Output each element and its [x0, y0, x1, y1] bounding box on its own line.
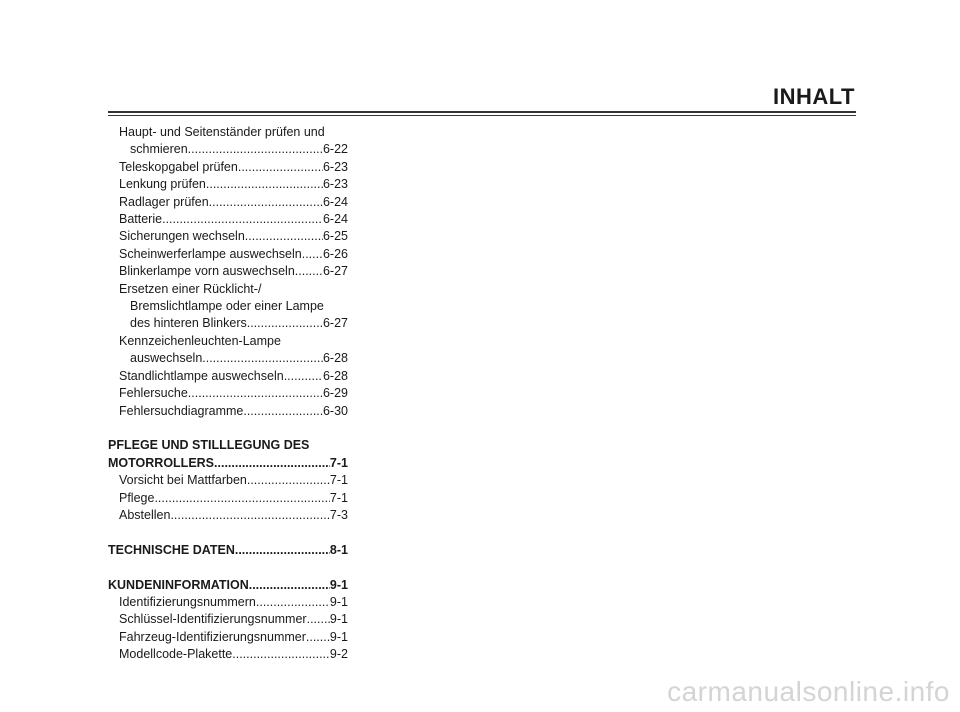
- toc-entry: [108, 281, 348, 298]
- dot-leader: [247, 315, 323, 332]
- toc-entry[interactable]: [108, 141, 348, 158]
- toc-page-number: 9-1: [329, 612, 348, 627]
- toc-section[interactable]: [108, 542, 348, 559]
- toc-entry-text: Modellcode-Plakette: [119, 647, 233, 662]
- toc-page-number: 6-27: [322, 264, 348, 279]
- toc-page-number: 7-1: [329, 455, 348, 470]
- toc-page-number: 7-1: [329, 473, 348, 488]
- toc-entry-text: des hinteren Blinkers: [130, 316, 247, 331]
- dot-leader: [202, 350, 323, 367]
- toc-entry[interactable]: [108, 403, 348, 420]
- toc-entry: [108, 333, 348, 350]
- toc-page-number: 6-27: [322, 316, 348, 331]
- toc-entry-text: Sicherungen wechseln: [119, 229, 245, 244]
- toc-entry[interactable]: [108, 159, 348, 176]
- toc-page-number: 6-23: [322, 177, 348, 192]
- toc-entry[interactable]: [108, 315, 348, 332]
- dot-leader: [170, 507, 329, 524]
- toc-entry: [108, 124, 348, 141]
- spacer: [108, 559, 348, 576]
- dot-leader: [302, 246, 323, 263]
- toc-entry-text: Teleskopgabel prüfen: [119, 159, 238, 174]
- toc-page-number: 6-28: [322, 368, 348, 383]
- toc-entry-text: Standlichtlampe auswechseln: [119, 368, 284, 383]
- spacer: [108, 420, 348, 437]
- toc-entry[interactable]: [108, 629, 348, 646]
- dot-leader: [245, 228, 323, 245]
- dot-leader: [295, 263, 323, 280]
- toc-page-number: 6-25: [322, 229, 348, 244]
- dot-leader: [256, 594, 330, 611]
- dot-leader: [249, 577, 330, 594]
- toc-entry[interactable]: [108, 194, 348, 211]
- header-divider: [108, 111, 856, 116]
- toc-section: [108, 437, 348, 454]
- toc-section[interactable]: [108, 455, 348, 472]
- toc-page-number: 6-29: [322, 386, 348, 401]
- toc-entry-text: Identifizierungsnummern: [119, 594, 256, 609]
- toc-entry[interactable]: [108, 646, 348, 663]
- dot-leader: [243, 403, 323, 420]
- toc-page-number: 6-23: [322, 159, 348, 174]
- toc-entry-text: Schlüssel-Identifizierungsnummer: [119, 612, 307, 627]
- toc-entry[interactable]: [108, 350, 348, 367]
- dot-leader: [247, 472, 330, 489]
- toc-page-number: 7-3: [329, 507, 348, 522]
- toc-entry[interactable]: [108, 263, 348, 280]
- dot-leader: [238, 159, 323, 176]
- toc-page-number: 8-1: [329, 542, 348, 557]
- toc-entry-text: Abstellen: [119, 507, 171, 522]
- toc-entry[interactable]: [108, 211, 348, 228]
- toc-entry-text: Scheinwerferlampe auswechseln: [119, 246, 302, 261]
- dot-leader: [188, 141, 323, 158]
- toc-entry[interactable]: [108, 176, 348, 193]
- toc-page-number: 6-28: [322, 351, 348, 366]
- toc-entry-text: Fehlersuche: [119, 386, 188, 401]
- watermark: carmanualsonline.info: [667, 676, 950, 707]
- toc-entry[interactable]: [108, 228, 348, 245]
- toc-entry-text: Ersetzen einer Rücklicht-/: [119, 281, 262, 296]
- toc-entry[interactable]: [108, 594, 348, 611]
- toc-entry-text: schmieren: [130, 142, 188, 157]
- toc-entry[interactable]: [108, 507, 348, 524]
- toc-entry-text: Blinkerlampe vorn auswechseln: [119, 264, 295, 279]
- toc-section[interactable]: [108, 577, 348, 594]
- spacer: [108, 524, 348, 541]
- toc-page-number: 9-1: [329, 594, 348, 609]
- dot-leader: [232, 646, 330, 663]
- toc-section-text: TECHNISCHE DATEN: [108, 542, 235, 557]
- toc-page-number: 9-1: [329, 629, 348, 644]
- dot-leader: [206, 176, 323, 193]
- dot-leader: [284, 368, 323, 385]
- toc-entry-text: Lenkung prüfen: [119, 177, 206, 192]
- toc-entry[interactable]: [108, 246, 348, 263]
- toc-section-text: MOTORROLLERS: [108, 455, 215, 470]
- dot-leader: [154, 490, 329, 507]
- dot-leader: [188, 385, 323, 402]
- toc-entry[interactable]: [108, 472, 348, 489]
- toc-entry-text: Haupt- und Seitenständer prüfen und: [119, 125, 325, 139]
- toc-entry: [108, 298, 348, 315]
- toc-entry-text: Batterie: [119, 212, 163, 227]
- toc-entry-text: Pflege: [119, 490, 155, 505]
- dot-leader: [307, 611, 330, 628]
- dot-leader: [306, 629, 330, 646]
- page-title: INHALT: [772, 84, 855, 109]
- dot-leader: [235, 542, 330, 559]
- toc-entry-text: Fehlersuchdiagramme: [119, 403, 244, 418]
- toc-page-number: 6-30: [322, 403, 348, 418]
- table-of-contents: [108, 124, 348, 664]
- toc-entry-text: Fahrzeug-Identifizierungsnummer: [119, 629, 306, 644]
- toc-page-number: 9-1: [329, 577, 348, 592]
- toc-page-number: 6-24: [322, 194, 348, 209]
- toc-page-number: 6-26: [322, 246, 348, 261]
- toc-section-text: PFLEGE UND STILLLEGUNG DES: [108, 438, 310, 453]
- toc-page-number: 6-22: [322, 142, 348, 157]
- dot-leader: [209, 194, 323, 211]
- toc-entry[interactable]: [108, 368, 348, 385]
- toc-entry[interactable]: [108, 611, 348, 628]
- toc-entry-text: Kennzeichenleuchten-Lampe: [119, 333, 281, 348]
- toc-entry[interactable]: [108, 490, 348, 507]
- toc-entry-text: Radlager prüfen: [119, 194, 209, 209]
- toc-entry-text: auswechseln: [130, 351, 203, 366]
- dot-leader: [162, 211, 323, 228]
- toc-entry-text: Bremslichtlampe oder einer Lampe: [130, 299, 324, 314]
- toc-entry-text: Vorsicht bei Mattfarben: [119, 473, 247, 488]
- toc-section-text: KUNDENINFORMATION: [108, 577, 249, 592]
- toc-page-number: 7-1: [329, 490, 348, 505]
- toc-page-number: 6-24: [322, 212, 348, 227]
- toc-page-number: 9-2: [329, 647, 348, 662]
- toc-entry[interactable]: [108, 385, 348, 402]
- dot-leader: [214, 455, 330, 472]
